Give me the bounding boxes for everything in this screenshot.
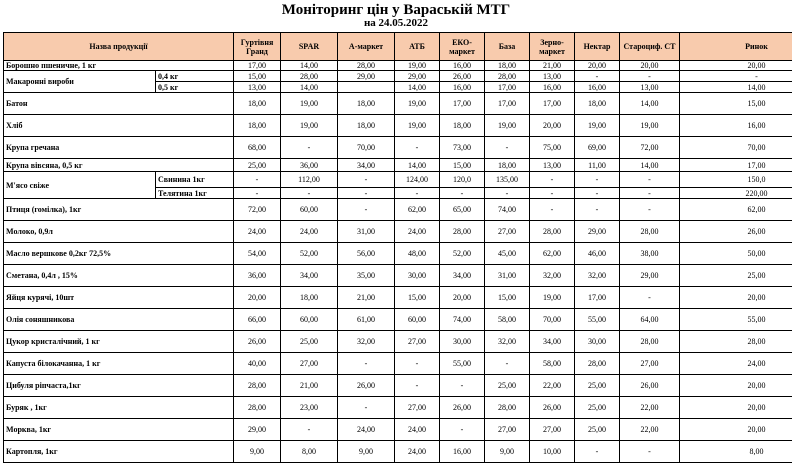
price-cell: 28,00: [620, 331, 680, 353]
product-name: Яйця курячі, 10шт: [4, 287, 234, 309]
price-cell: 34,00: [530, 331, 575, 353]
price-cell: 18,00: [338, 93, 395, 115]
price-cell: 20,00: [530, 115, 575, 137]
page-title: Моніторинг цін у Вараській МТГ: [281, 2, 511, 18]
price-cell: -: [281, 419, 338, 441]
header-store: База: [485, 33, 530, 61]
product-name: Олія соняшникова: [4, 309, 234, 331]
table-row: [4, 287, 792, 309]
price-cell: 11,00: [575, 159, 620, 172]
price-cell: 30,00: [440, 331, 485, 353]
price-cell: 10,00: [530, 441, 575, 463]
header-product: Назва продукції: [4, 33, 234, 61]
price-cell: 31,00: [485, 265, 530, 287]
price-cell: 50,00: [680, 243, 792, 265]
price-cell: 34,00: [338, 159, 395, 172]
price-cell: -: [395, 188, 440, 199]
price-cell: 75,00: [530, 137, 575, 159]
price-cell: 13,00: [234, 82, 281, 93]
product-name: Макаронні вироби: [4, 71, 156, 93]
table-row: [4, 419, 792, 441]
product-name: М'ясо свіже: [4, 172, 156, 199]
price-cell: 18,00: [281, 287, 338, 309]
page-subtitle: на 24.05.2022: [363, 17, 429, 29]
product-name: Крупа вівсяна, 0,5 кг: [4, 159, 234, 172]
price-cell: -: [485, 137, 530, 159]
price-cell: 25,00: [281, 331, 338, 353]
product-name: Крупа гречана: [4, 137, 234, 159]
price-cell: 24,00: [281, 221, 338, 243]
price-cell: 17,00: [485, 93, 530, 115]
price-cell: 26,00: [530, 397, 575, 419]
price-cell: 26,00: [338, 375, 395, 397]
price-cell: 18,00: [575, 93, 620, 115]
price-cell: 18,00: [338, 115, 395, 137]
price-cell: 30,00: [395, 265, 440, 287]
price-cell: -: [338, 397, 395, 419]
price-cell: 19,00: [281, 93, 338, 115]
price-cell: 17,00: [440, 93, 485, 115]
table-row: [4, 243, 792, 265]
table-row: [4, 172, 792, 188]
price-cell: 28,00: [680, 331, 792, 353]
table-row: [4, 93, 792, 115]
price-cell: 19,00: [485, 115, 530, 137]
price-cell: 24,00: [338, 419, 395, 441]
price-cell: 56,00: [338, 243, 395, 265]
price-cell: 25,00: [575, 375, 620, 397]
product-variant: 0,5 кг: [156, 82, 234, 93]
price-cell: 13,00: [530, 159, 575, 172]
price-cell: 27,00: [530, 419, 575, 441]
table-row: [4, 221, 792, 243]
price-cell: 28,00: [234, 375, 281, 397]
price-cell: 23,00: [281, 397, 338, 419]
price-cell: 22,00: [530, 375, 575, 397]
price-cell: 14,00: [620, 93, 680, 115]
table-row: [4, 353, 792, 375]
price-cell: -: [575, 71, 620, 82]
price-cell: 24,00: [234, 221, 281, 243]
price-cell: 29,00: [395, 71, 440, 82]
product-name: Капуста білокачанна, 1 кг: [4, 353, 234, 375]
price-cell: 24,00: [680, 353, 792, 375]
price-cell: 28,00: [281, 71, 338, 82]
header-store: ЕКО-маркет: [440, 33, 485, 61]
price-cell: 60,00: [395, 309, 440, 331]
price-cell: 17,00: [485, 82, 530, 93]
table-row: [4, 309, 792, 331]
product-name: Сметана, 0,4л , 15%: [4, 265, 234, 287]
price-table: [3, 32, 792, 463]
price-cell: -: [234, 172, 281, 188]
price-cell: 17,00: [234, 61, 281, 71]
price-cell: 29,00: [575, 221, 620, 243]
price-cell: 60,00: [281, 199, 338, 221]
price-cell: 34,00: [440, 265, 485, 287]
table-row: [4, 331, 792, 353]
price-cell: -: [338, 188, 395, 199]
price-cell: 19,00: [395, 61, 440, 71]
price-cell: 135,00: [485, 172, 530, 188]
price-cell: -: [575, 441, 620, 463]
price-cell: 20,00: [680, 419, 792, 441]
price-cell: 112,00: [281, 172, 338, 188]
price-cell: 26,00: [440, 397, 485, 419]
price-cell: 13,00: [530, 71, 575, 82]
price-cell: 220,00: [680, 188, 792, 199]
price-cell: 20,00: [234, 287, 281, 309]
price-cell: 28,00: [440, 221, 485, 243]
header-store: Гуртівня Гранд: [234, 33, 281, 61]
price-cell: 28,00: [530, 221, 575, 243]
price-cell: 22,00: [620, 419, 680, 441]
price-cell: 9,00: [485, 441, 530, 463]
price-cell: -: [485, 353, 530, 375]
table-row: [4, 137, 792, 159]
price-cell: 52,00: [440, 243, 485, 265]
product-name: Молоко, 0,9л: [4, 221, 234, 243]
price-cell: 28,00: [575, 353, 620, 375]
price-cell: 17,00: [575, 287, 620, 309]
price-cell: 27,00: [485, 221, 530, 243]
price-cell: 27,00: [485, 419, 530, 441]
price-cell: 62,00: [395, 199, 440, 221]
price-cell: 14,00: [395, 159, 440, 172]
table-row: [4, 375, 792, 397]
price-cell: 66,00: [234, 309, 281, 331]
price-cell: 29,00: [620, 265, 680, 287]
price-cell: 14,00: [680, 82, 792, 93]
price-cell: -: [395, 353, 440, 375]
price-cell: 72,00: [234, 199, 281, 221]
product-name: Картопля, 1кг: [4, 441, 234, 463]
price-cell: 14,00: [281, 82, 338, 93]
table-row: [4, 61, 792, 71]
product-variant: 0,4 кг: [156, 71, 234, 82]
price-cell: 40,00: [234, 353, 281, 375]
price-cell: 32,00: [530, 265, 575, 287]
price-cell: 21,00: [530, 61, 575, 71]
price-cell: 25,00: [575, 419, 620, 441]
price-cell: 31,00: [338, 221, 395, 243]
price-cell: 70,00: [338, 137, 395, 159]
price-cell: 27,00: [395, 331, 440, 353]
price-cell: 24,00: [395, 419, 440, 441]
price-cell: 9,00: [234, 441, 281, 463]
price-cell: 21,00: [281, 375, 338, 397]
price-cell: 27,00: [281, 353, 338, 375]
header-store: А-маркет: [338, 33, 395, 61]
price-cell: -: [440, 188, 485, 199]
price-cell: 32,00: [338, 331, 395, 353]
product-variant: Телятина 1кг: [156, 188, 234, 199]
price-cell: 16,00: [440, 82, 485, 93]
price-cell: 72,00: [620, 137, 680, 159]
price-cell: 20,00: [440, 287, 485, 309]
price-cell: 14,00: [281, 61, 338, 71]
price-cell: 8,00: [281, 441, 338, 463]
price-cell: 19,00: [281, 115, 338, 137]
price-cell: 15,00: [440, 159, 485, 172]
price-cell: 15,00: [485, 287, 530, 309]
header-row: [4, 33, 792, 61]
price-cell: 70,00: [680, 137, 792, 159]
price-cell: 58,00: [485, 309, 530, 331]
price-cell: 14,00: [620, 159, 680, 172]
product-name: Масло вершкове 0,2кг 72,5%: [4, 243, 234, 265]
price-cell: -: [338, 199, 395, 221]
price-cell: 16,00: [440, 441, 485, 463]
price-cell: 28,00: [485, 397, 530, 419]
price-cell: 19,00: [530, 287, 575, 309]
product-name: Птиця (гомілка), 1кг: [4, 199, 234, 221]
price-cell: 22,00: [620, 397, 680, 419]
price-cell: 14,00: [395, 82, 440, 93]
price-cell: 9,00: [338, 441, 395, 463]
price-cell: 25,00: [680, 265, 792, 287]
price-cell: 32,00: [575, 265, 620, 287]
price-cell: 36,00: [281, 159, 338, 172]
price-cell: 29,00: [338, 71, 395, 82]
price-cell: -: [620, 188, 680, 199]
price-cell: -: [620, 441, 680, 463]
price-cell: 65,00: [440, 199, 485, 221]
price-cell: 13,00: [620, 82, 680, 93]
price-cell: 29,00: [234, 419, 281, 441]
price-cell: 19,00: [575, 115, 620, 137]
table-row: [4, 441, 792, 463]
price-cell: 20,00: [575, 61, 620, 71]
price-cell: -: [620, 172, 680, 188]
price-cell: 68,00: [234, 137, 281, 159]
product-variant: Свинина 1кг: [156, 172, 234, 188]
price-cell: 20,00: [620, 61, 680, 71]
price-cell: 150,0: [680, 172, 792, 188]
price-cell: 52,00: [281, 243, 338, 265]
price-cell: 21,00: [338, 287, 395, 309]
price-cell: 61,00: [338, 309, 395, 331]
price-cell: -: [395, 137, 440, 159]
product-name: Цибуля ріпчаста,1кг: [4, 375, 234, 397]
price-cell: 70,00: [530, 309, 575, 331]
price-cell: -: [395, 375, 440, 397]
table-row: [4, 71, 792, 82]
price-cell: -: [440, 375, 485, 397]
price-cell: 15,00: [395, 287, 440, 309]
price-cell: 45,00: [485, 243, 530, 265]
price-cell: 16,00: [530, 82, 575, 93]
price-cell: 17,00: [680, 159, 792, 172]
price-cell: 58,00: [530, 353, 575, 375]
price-cell: 26,00: [680, 221, 792, 243]
table-row: [4, 397, 792, 419]
price-cell: 24,00: [395, 221, 440, 243]
price-cell: 8,00: [680, 441, 792, 463]
table-row: [4, 265, 792, 287]
price-cell: -: [680, 71, 792, 82]
price-cell: 18,00: [234, 115, 281, 137]
price-cell: -: [281, 188, 338, 199]
price-cell: 55,00: [440, 353, 485, 375]
price-cell: 17,00: [530, 93, 575, 115]
price-cell: 74,00: [440, 309, 485, 331]
header-store: Староциф. СТ: [620, 33, 680, 61]
price-cell: 55,00: [575, 309, 620, 331]
price-cell: 15,00: [680, 93, 792, 115]
price-cell: -: [485, 188, 530, 199]
price-cell: 62,00: [680, 199, 792, 221]
header-store: Ринок: [680, 33, 792, 61]
price-cell: 18,00: [485, 159, 530, 172]
price-cell: 38,00: [620, 243, 680, 265]
price-cell: -: [338, 172, 395, 188]
price-cell: 64,00: [620, 309, 680, 331]
price-cell: 54,00: [234, 243, 281, 265]
header-store: Зерно-маркет: [530, 33, 575, 61]
price-cell: 69,00: [575, 137, 620, 159]
price-cell: 34,00: [281, 265, 338, 287]
price-cell: 73,00: [440, 137, 485, 159]
price-cell: 16,00: [575, 82, 620, 93]
product-name: Цукор кристалічний, 1 кг: [4, 331, 234, 353]
price-cell: 20,00: [680, 61, 792, 71]
price-cell: -: [575, 199, 620, 221]
product-name: Буряк , 1кг: [4, 397, 234, 419]
table-row: [4, 115, 792, 137]
price-cell: 16,00: [440, 61, 485, 71]
price-cell: 36,00: [234, 265, 281, 287]
price-cell: 32,00: [485, 331, 530, 353]
price-cell: -: [575, 172, 620, 188]
price-cell: 27,00: [395, 397, 440, 419]
price-cell: 35,00: [338, 265, 395, 287]
price-cell: 124,00: [395, 172, 440, 188]
price-cell: 19,00: [395, 93, 440, 115]
product-name: Батон: [4, 93, 234, 115]
price-cell: -: [575, 188, 620, 199]
product-name: Морква, 1кг: [4, 419, 234, 441]
price-cell: 55,00: [680, 309, 792, 331]
price-cell: 25,00: [485, 375, 530, 397]
price-cell: 20,00: [680, 375, 792, 397]
price-cell: 46,00: [575, 243, 620, 265]
price-cell: 25,00: [234, 159, 281, 172]
price-cell: -: [281, 137, 338, 159]
price-cell: -: [234, 188, 281, 199]
price-cell: 27,00: [620, 353, 680, 375]
price-cell: -: [620, 71, 680, 82]
price-cell: 30,00: [575, 331, 620, 353]
price-cell: 16,00: [680, 115, 792, 137]
price-cell: -: [620, 199, 680, 221]
price-cell: 15,00: [234, 71, 281, 82]
price-cell: 48,00: [395, 243, 440, 265]
header-store: АТБ: [395, 33, 440, 61]
price-cell: 18,00: [440, 115, 485, 137]
price-cell: 28,00: [234, 397, 281, 419]
price-cell: -: [440, 419, 485, 441]
price-cell: 19,00: [620, 115, 680, 137]
price-cell: 62,00: [530, 243, 575, 265]
header-store: Нектар: [575, 33, 620, 61]
price-cell: -: [530, 172, 575, 188]
price-cell: 60,00: [281, 309, 338, 331]
table-row: [4, 199, 792, 221]
price-cell: 20,00: [680, 287, 792, 309]
price-cell: -: [620, 287, 680, 309]
price-cell: -: [530, 188, 575, 199]
price-cell: 74,00: [485, 199, 530, 221]
price-cell: 18,00: [234, 93, 281, 115]
price-cell: -: [530, 199, 575, 221]
price-cell: 26,00: [620, 375, 680, 397]
price-cell: -: [338, 353, 395, 375]
product-name: Борошно пшеничне, 1 кг: [4, 61, 234, 71]
price-cell: 18,00: [485, 61, 530, 71]
price-cell: 19,00: [395, 115, 440, 137]
price-cell: 26,00: [440, 71, 485, 82]
price-cell: 25,00: [575, 397, 620, 419]
price-cell: 120,0: [440, 172, 485, 188]
price-cell: 24,00: [395, 441, 440, 463]
product-name: Хліб: [4, 115, 234, 137]
header-store: SPAR: [281, 33, 338, 61]
price-cell: 26,00: [234, 331, 281, 353]
price-cell: [338, 82, 395, 93]
price-cell: 20,00: [680, 397, 792, 419]
price-cell: 28,00: [485, 71, 530, 82]
price-cell: 28,00: [620, 221, 680, 243]
table-row: [4, 159, 792, 172]
price-cell: 28,00: [338, 61, 395, 71]
